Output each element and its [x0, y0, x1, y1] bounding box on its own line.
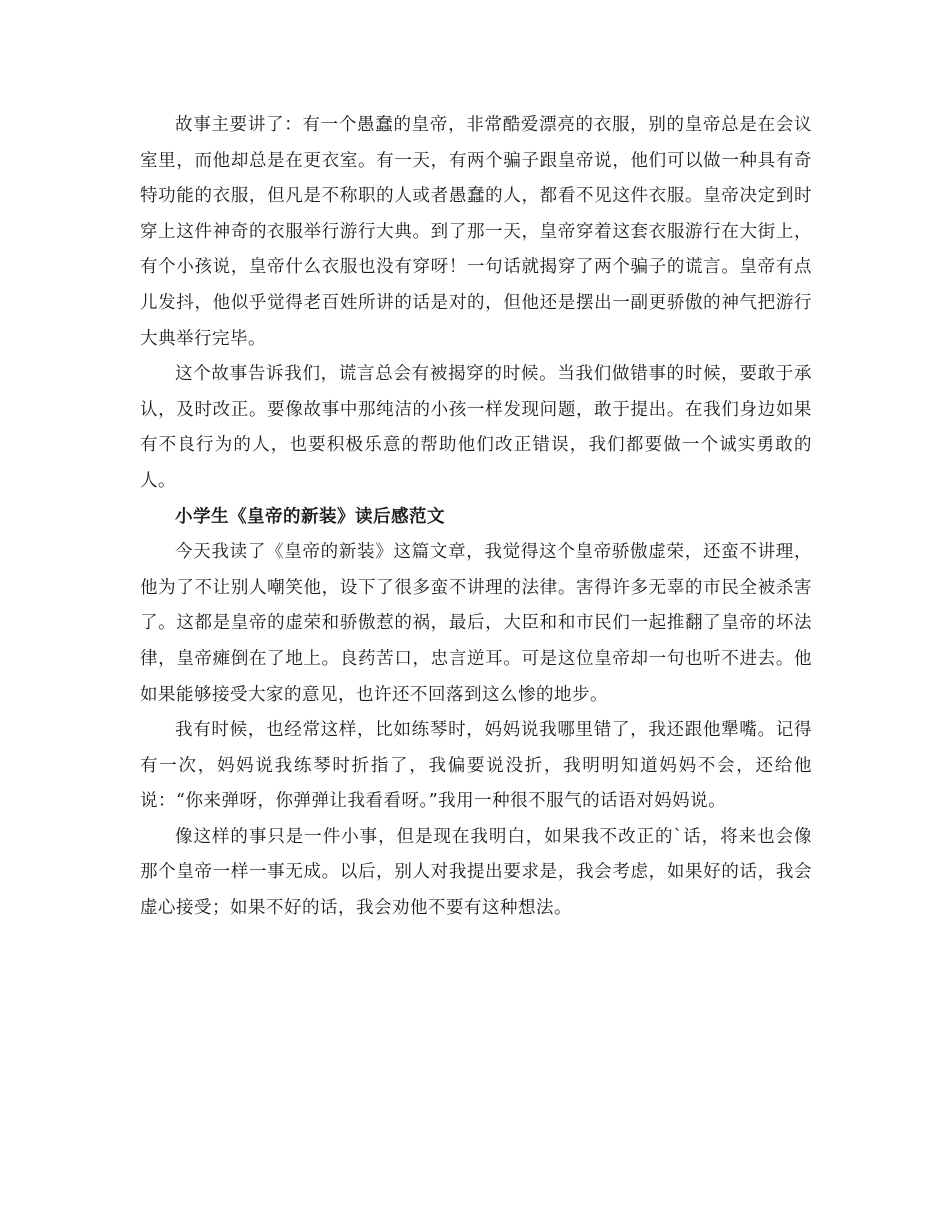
- paragraph-story-lesson: 这个故事告诉我们，谎言总会有被揭穿的时候。当我们做错事的时候，要敢于承认，及时改正。要像故事中那纯洁的小孩一样发现问题，敢于提出。在我们身边如果有不良行为的人，也要积极乐意的帮助他们改正错误，我们都要做一个诚实勇敢的人。: [140, 364, 812, 491]
- paragraph-story-summary: 故事主要讲了：有一个愚蠢的皇帝，非常酷爱漂亮的衣服，别的皇帝总是在会议室里，而他却总是在更衣室。有一天，有两个骗子跟皇帝说，他们可以做一种具有奇特功能的衣服，但凡是不称职的人或者愚蠢的人，都看不见这件衣服。皇帝决定到时穿上这件神奇的衣服举行游行大典。到了那一天，皇帝穿着这套衣服游行在大街上，有个小孩说，皇帝什么衣服也没有穿呀！一句话就揭穿了两个骗子的谎言。皇帝有点儿发抖，他似乎觉得老百姓所讲的话是对的，但他还是摆出一副更骄傲的神气把游行大典举行完毕。: [140, 115, 812, 349]
- paragraph-personal-experience: 我有时候，也经常这样，比如练琴时，妈妈说我哪里错了，我还跟他犟嘴。记得有一次，妈妈说我练琴时折指了，我偏要说没折，我明明知道妈妈不会，还给他说：“你来弹呀，你弹弹让我看看呀。”我用一种很不服气的话语对妈妈说。: [140, 720, 812, 812]
- paragraph-reading-reflection: 今天我读了《皇帝的新装》这篇文章，我觉得这个皇帝骄傲虚荣，还蛮不讲理，他为了不让别人嘲笑他，设下了很多蛮不讲理的法律。害得许多无辜的市民全被杀害了。这都是皇帝的虚荣和骄傲惹的祸，最后，大臣和和市民们一起推翻了皇帝的坏法律，皇帝瘫倒在了地上。良药苦口，忠言逆耳。可是这位皇帝却一句也听不进去。他如果能够接受大家的意见，也许还不回落到这么惨的地步。: [140, 542, 812, 705]
- section-heading: 小学生《皇帝的新装》读后感范文: [175, 506, 445, 527]
- paragraph-conclusion: 像这样的事只是一件小事，但是现在我明白，如果我不改正的`话，将来也会像那个皇帝一样一事无成。以后，别人对我提出要求是，我会考虑，如果好的话，我会虚心接受；如果不好的话，我会劝他不要有这种想法。: [140, 826, 812, 919]
- document-body: [140, 108, 812, 927]
